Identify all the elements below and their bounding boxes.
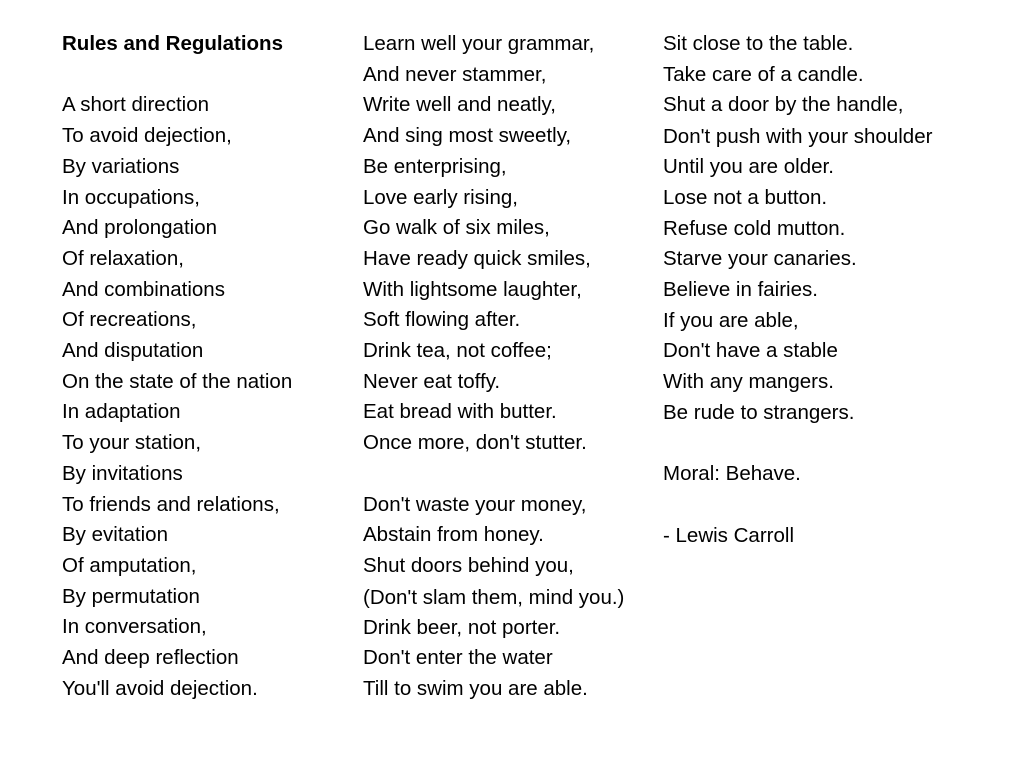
poem-line: Of recreations, — [62, 308, 197, 332]
poem-author: - Lewis Carroll — [663, 523, 794, 547]
poem-line: Shut a door by the handle, — [663, 93, 904, 117]
poem-line: In adaptation — [62, 400, 181, 424]
poem-line: Don't waste your money, — [363, 492, 587, 516]
poem-line: Learn well your grammar, — [363, 32, 595, 55]
poem-line: On the state of the nation — [62, 369, 293, 393]
poem-line: Have ready quick smiles, — [363, 246, 591, 270]
poem-line: Starve your canaries. — [663, 247, 857, 271]
poem-line: Take care of a candle. — [663, 62, 864, 86]
poem-line: And deep reflection — [62, 646, 239, 670]
poem-title: Rules and Regulations — [62, 32, 283, 55]
poem-moral: Moral: Behave. — [663, 462, 801, 486]
poem-column-2 — [363, 29, 653, 705]
stanza-gap — [363, 459, 653, 490]
poem-line: Abstain from honey. — [363, 523, 544, 547]
poem-line: Refuse cold mutton. — [663, 216, 846, 240]
poem-line: Once more, don't stutter. — [363, 431, 587, 455]
stanza-gap — [62, 60, 352, 91]
poem-line: Be enterprising, — [363, 154, 507, 178]
poem-line: To avoid dejection, — [62, 124, 232, 148]
poem-line: Eat bread with butter. — [363, 400, 557, 424]
poem-line: Soft flowing after. — [363, 308, 521, 332]
stanza-list — [363, 29, 653, 459]
poem-line: To friends and relations, — [62, 492, 280, 516]
poem-line: By variations — [62, 154, 180, 178]
poem-column-1 — [62, 29, 352, 704]
poem-line: Drink beer, not porter. — [363, 615, 561, 639]
poem-line: Sit close to the table. — [663, 32, 854, 55]
poem-line: In occupations, — [62, 185, 200, 209]
poem-line: Be rude to strangers. — [663, 400, 855, 424]
poem-line: (Don't slam them, mind you.) — [363, 585, 625, 609]
poem-line: By evitation — [62, 523, 168, 547]
poem-line: Shut doors behind you, — [363, 553, 574, 577]
poem-line: And combinations — [62, 277, 225, 301]
poem-line: If you are able, — [663, 308, 799, 332]
poem-line: And never stammer, — [363, 62, 547, 86]
poem-line: Love early rising, — [363, 185, 518, 209]
poem-line: And disputation — [62, 339, 204, 363]
poem-line: To your station, — [62, 431, 202, 455]
stanza-gap — [663, 490, 963, 521]
poem-line: And prolongation — [62, 216, 218, 240]
poem-line: Believe in fairies. — [663, 277, 818, 301]
poem-line: In conversation, — [62, 615, 207, 639]
poem-line: Go walk of six miles, — [363, 216, 550, 240]
poem-line: With lightsome laughter, — [363, 277, 582, 301]
poem-line: Don't have a stable — [663, 339, 838, 363]
poem-line: Lose not a button. — [663, 185, 828, 209]
poem-line: Drink tea, not coffee; — [363, 339, 552, 363]
poem-line: By permutation — [62, 584, 200, 608]
stanza-gap — [663, 428, 963, 459]
poem-line: Write well and neatly, — [363, 93, 556, 117]
poem-line: You'll avoid dejection. — [62, 676, 258, 700]
stanza-list — [363, 490, 653, 705]
stanza-list — [62, 90, 352, 704]
poem-line: Until you are older. — [663, 155, 834, 179]
poem-line: And sing most sweetly, — [363, 124, 572, 148]
poem-line: Of relaxation, — [62, 246, 184, 270]
poem-line: Don't enter the water — [363, 646, 553, 670]
poem-line: Never eat toffy. — [363, 369, 501, 393]
poem-line: By invitations — [62, 461, 183, 485]
stanza-list — [663, 29, 963, 428]
poem-line: With any mangers. — [663, 370, 834, 394]
poem-line: Don't push with your shoulder — [663, 125, 933, 149]
poem-line: Of amputation, — [62, 553, 197, 577]
poem-column-3 — [663, 29, 963, 551]
poem-line: A short direction — [62, 93, 209, 117]
poem-line: Till to swim you are able. — [363, 677, 588, 701]
